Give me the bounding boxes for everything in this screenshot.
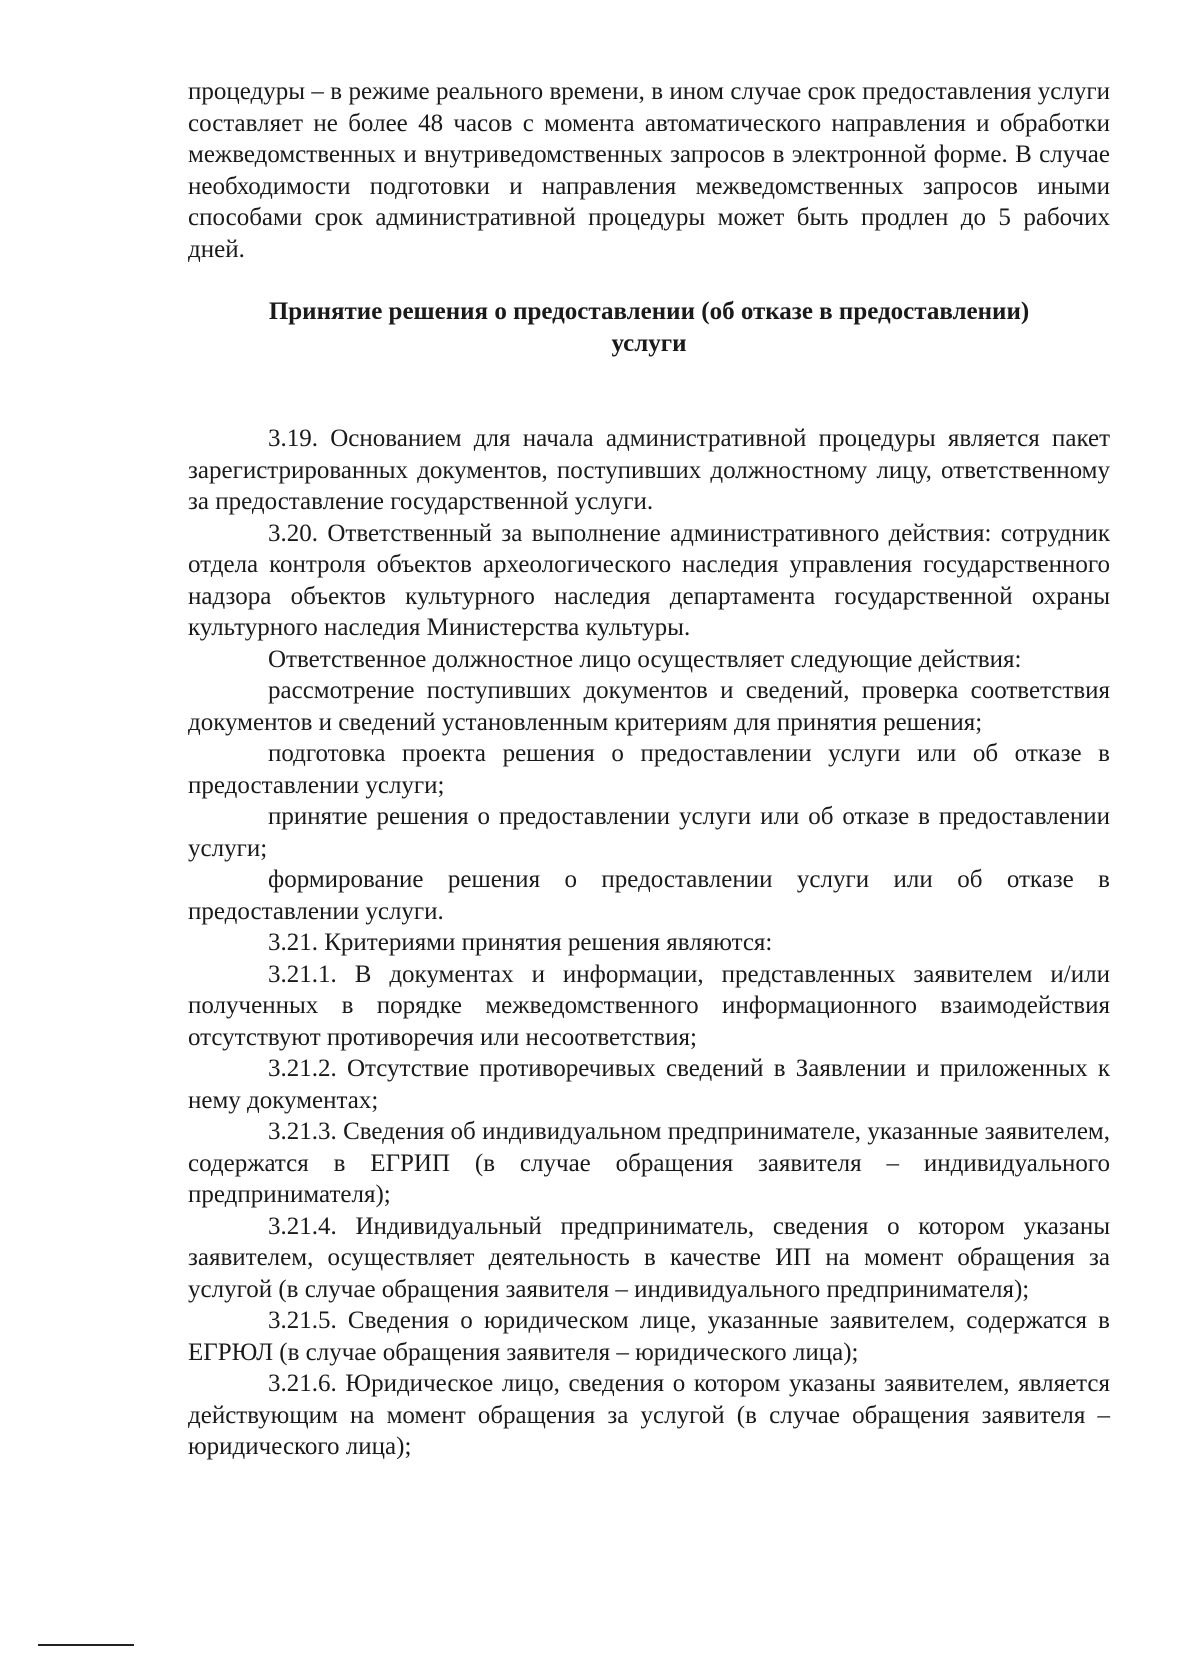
paragraph-action-decide: принятие решения о предоставлении услуги или об отказе в предоставлении услуги; bbox=[188, 803, 1110, 862]
paragraph-3-21-6: 3.21.6. Юридическое лицо, сведения о котором указаны заявителем, является действующим на момент обращения за услугой (в случае обращения заявителя – юридического лица); bbox=[188, 1370, 1110, 1460]
footnote-divider bbox=[38, 1644, 134, 1646]
section-heading bbox=[188, 296, 1110, 359]
paragraph-action-draft: подготовка проекта решения о предоставлении услуги или об отказе в предоставлении услуги; bbox=[188, 740, 1110, 799]
paragraph-3-21: 3.21. Критериями принятия решения являются: bbox=[268, 929, 773, 956]
paragraph-action-form: формирование решения о предоставлении услуги или об отказе в предоставлении услуги. bbox=[188, 866, 1110, 925]
paragraph-3-21-1: 3.21.1. В документах и информации, представленных заявителем и/или полученных в порядке межведомственного информационного взаимодействия отсутствуют противоречия или несоответствия; bbox=[188, 960, 1110, 1051]
paragraph-3-19: 3.19. Основанием для начала административной процедуры является пакет зарегистрированных документов, поступивших должностному лицу, ответственному за предоставление государственной услуги. bbox=[188, 425, 1110, 515]
document-body bbox=[188, 76, 1110, 1463]
section-spacer bbox=[188, 359, 1110, 423]
paragraph-action-review: рассмотрение поступивших документов и сведений, проверка соответствия документов и сведений установленным критериям для принятия решения; bbox=[188, 677, 1110, 736]
intro-paragraph: процедуры – в режиме реального времени, в ином случае срок предоставления услуги составляет не более 48 часов с момента автоматического направления и обработки межведомственных и внутриведомственных запросов в электронной форме. В случае необходимости подготовки и направления межведомственных запросов иными способами срок административной процедуры может быть продлен до 5 рабочих дней. bbox=[188, 78, 1110, 263]
paragraph-3-21-2: 3.21.2. Отсутствие противоречивых сведений в Заявлении и приложенных к нему документах; bbox=[188, 1055, 1110, 1114]
paragraph-3-20: 3.20. Ответственный за выполнение административного действия: сотрудник отдела контроля объектов археологического наследия управления государственного надзора объектов культурного наследия департамента государственной охраны культурного наследия Министерства культуры. bbox=[188, 519, 1110, 641]
section-heading-line-2: услуги bbox=[611, 329, 687, 357]
paragraph-3-21-3: 3.21.3. Сведения об индивидуальном предпринимателе, указанные заявителем, содержатся в ЕГРИП (в случае обращения заявителя – индивидуального предпринимателя); bbox=[188, 1118, 1110, 1208]
paragraph-actions-intro: Ответственное должностное лицо осуществляет следующие действия: bbox=[268, 645, 1022, 673]
paragraph-3-21-4: 3.21.4. Индивидуальный предприниматель, сведения о котором указаны заявителем, осуществляет деятельность в качестве ИП на момент обращения за услугой (в случае обращения заявителя – индивидуального предпринимателя); bbox=[188, 1212, 1110, 1303]
section-heading-line-1: Принятие решения о предоставлении (об отказе в предоставлении) bbox=[268, 298, 1030, 325]
paragraph-3-21-5: 3.21.5. Сведения о юридическом лице, указанные заявителем, содержатся в ЕГРЮЛ (в случае обращения заявителя – юридического лица); bbox=[188, 1307, 1110, 1366]
